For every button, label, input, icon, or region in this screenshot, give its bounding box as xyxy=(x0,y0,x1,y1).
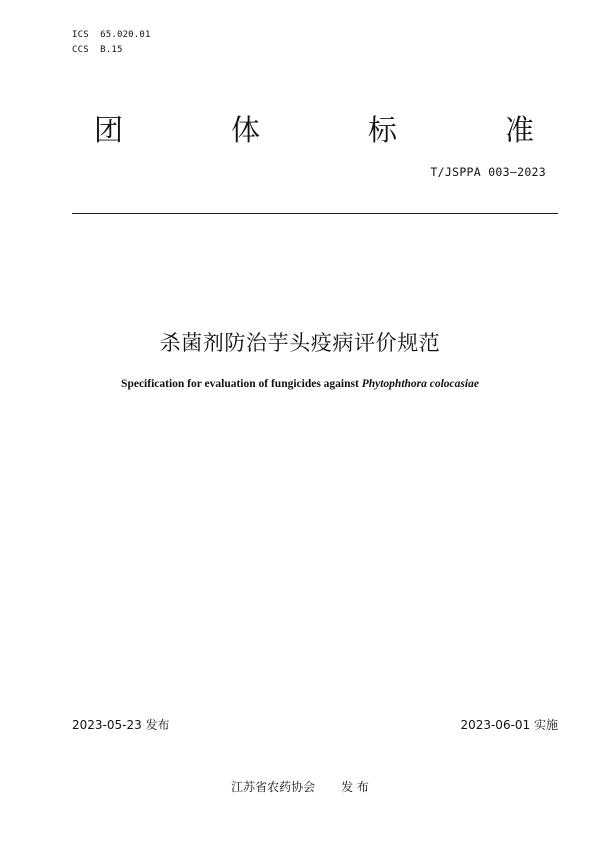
standard-type-heading xyxy=(94,112,534,148)
publisher-name: 江苏省农药协会 xyxy=(231,780,316,794)
standard-type-char: 准 xyxy=(504,113,534,147)
document-title-chinese: 杀菌剂防治芋头疫病评价规范 xyxy=(159,331,441,355)
ccs-code: CCS B.15 xyxy=(72,45,123,55)
publisher-line xyxy=(0,778,600,795)
english-title-species: Phytophthora colocasiae xyxy=(361,378,479,390)
standard-type-char: 标 xyxy=(367,113,397,147)
issue-date: 2023-05-23 发布 xyxy=(72,718,170,732)
standard-type-char: 体 xyxy=(230,113,260,147)
implementation-date: 2023-06-01 实施 xyxy=(460,718,558,732)
ics-code: ICS 65.020.01 xyxy=(72,30,151,40)
header-divider xyxy=(72,213,558,214)
english-title-text: Specification for evaluation of fungicides against xyxy=(121,378,362,390)
classification-codes xyxy=(72,28,151,58)
publisher-action: 发 布 xyxy=(341,780,369,794)
standard-type-char: 团 xyxy=(94,113,124,147)
document-title-english xyxy=(0,378,600,390)
standard-number: T/JSPPA 003—2023 xyxy=(430,165,546,179)
